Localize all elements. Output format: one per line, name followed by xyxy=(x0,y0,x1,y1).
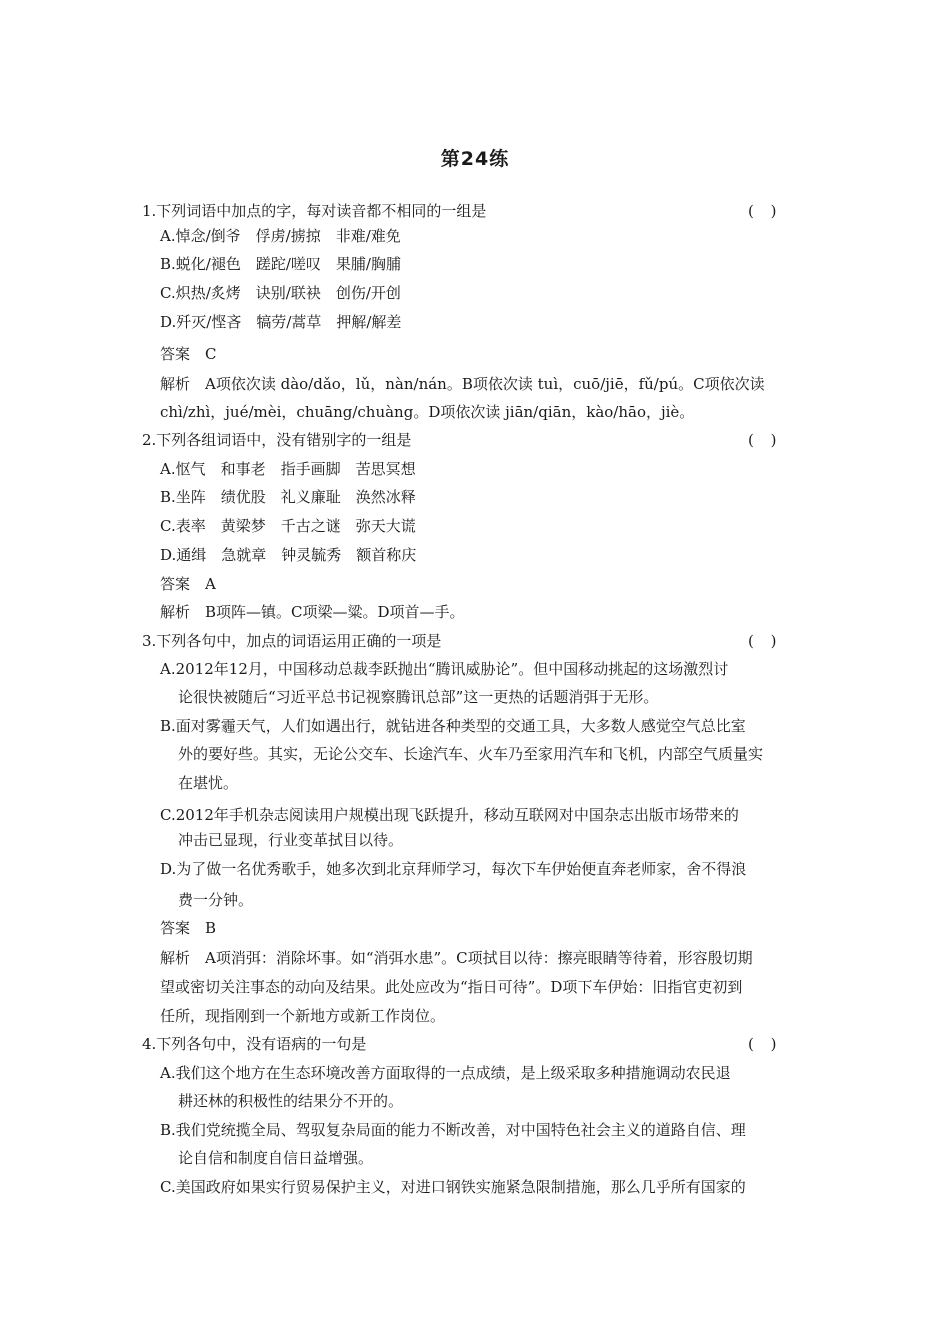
q3-answer-blank: ( ) xyxy=(748,632,783,650)
q3-analysis-line-3: 任所，现指刚到一个新地方或新工作岗位。 xyxy=(160,1007,446,1025)
q3-option-c-line-2: 冲击已显现，行业变革拭目以待。 xyxy=(178,831,404,849)
q1-analysis-line-1: 解析 A项依次读 dào/dǎo，lǔ，nàn/nán。B项依次读 tuì，cuō/jiē，fǔ/pú。C项依次读 xyxy=(160,375,765,393)
q3-stem: 3.下列各句中，加点的词语运用正确的一项是 xyxy=(142,632,442,650)
q4-stem: 4.下列各句中，没有语病的一句是 xyxy=(142,1035,367,1053)
q2-option-b: B.坐阵 绩优股 礼义廉耻 涣然冰释 xyxy=(160,488,416,506)
q3-option-d-line-1: D.为了做一名优秀歌手，她多次到北京拜师学习，每次下车伊始便直奔老师家，舍不得浪 xyxy=(160,860,747,878)
q3-option-b-line-2: 外的要好些。其实，无论公交车、长途汽车、火车乃至家用汽车和飞机，内部空气质量实 xyxy=(178,745,764,763)
q2-option-c: C.表率 黄梁梦 千古之谜 弥天大谎 xyxy=(160,517,416,535)
q4-option-b-line-1: B.我们党统揽全局、驾驭复杂局面的能力不断改善，对中国特色社会主义的道路自信、理 xyxy=(160,1121,746,1139)
q1-answer: 答案 C xyxy=(160,345,217,363)
q1-stem: 1.下列词语中加点的字，每对读音都不相同的一组是 xyxy=(142,202,487,220)
q4-answer-blank: ( ) xyxy=(748,1035,783,1053)
q3-option-b-line-3: 在堪忧。 xyxy=(178,774,239,792)
q1-analysis-line-2: chì/zhì，jué/mèi，chuāng/chuàng。D项依次读 jiān/qiān，kào/hāo，jiè。 xyxy=(160,403,695,421)
q4-option-a-line-2: 耕还林的积极性的结果分不开的。 xyxy=(178,1092,404,1110)
q4-option-c-line-1: C.美国政府如果实行贸易保护主义，对进口钢铁实施紧急限制措施，那么几乎所有国家的 xyxy=(160,1178,746,1196)
q1-option-a: A.悼念/倒爷 俘虏/掳掠 非难/难免 xyxy=(160,227,401,245)
q2-option-d: D.通缉 急就章 钟灵毓秀 额首称庆 xyxy=(160,546,417,564)
q3-answer: 答案 B xyxy=(160,919,217,937)
q3-option-c-line-1: C.2012年手机杂志阅读用户规模出现飞跃提升，移动互联网对中国杂志出版市场带来的 xyxy=(160,806,739,824)
q3-option-a-line-2: 论很快被随后“习近平总书记视察腾讯总部”这一更热的话题消弭于无形。 xyxy=(178,688,659,706)
q3-option-b-line-1: B.面对雾霾天气，人们如遇出行，就钻进各种类型的交通工具，大多数人感觉空气总比室 xyxy=(160,717,746,735)
q3-option-a-line-1: A.2012年12月，中国移动总裁李跃抛出“腾讯威胁论”。但中国移动挑起的这场激烈讨 xyxy=(160,660,729,678)
q2-answer: 答案 A xyxy=(160,575,216,593)
page-title: 第24练 xyxy=(440,148,510,170)
q2-option-a: A.怄气 和事老 指手画脚 苦思冥想 xyxy=(160,460,416,478)
q1-answer-blank: ( ) xyxy=(748,202,783,220)
q3-analysis-line-2: 望或密切关注事态的动向及结果。此处应改为“指日可待”。D项下车伊始：旧指官吏初到 xyxy=(160,978,743,996)
q1-option-b: B.蜕化/褪色 蹉跎/嗟叹 果脯/胸脯 xyxy=(160,255,401,273)
q4-option-a-line-1: A.我们这个地方在生态环境改善方面取得的一点成绩，是上级采取多种措施调动农民退 xyxy=(160,1064,731,1082)
q1-option-d: D.歼灭/悭吝 犒劳/蒿草 押解/解差 xyxy=(160,313,402,331)
q1-option-c: C.炽热/炙烤 诀别/联袂 创伤/开创 xyxy=(160,284,401,302)
q2-analysis: 解析 B项阵—镇。C项梁—粱。D项首—手。 xyxy=(160,603,465,621)
q4-option-b-line-2: 论自信和制度自信日益增强。 xyxy=(178,1149,374,1167)
q2-stem: 2.下列各组词语中，没有错别字的一组是 xyxy=(142,431,412,449)
q2-answer-blank: ( ) xyxy=(748,431,783,449)
q3-analysis-line-1: 解析 A项消弭：消除坏事。如“消弭水患”。C项拭目以待：擦亮眼睛等待着，形容殷切期 xyxy=(160,949,753,967)
q3-option-d-line-2: 费一分钟。 xyxy=(178,891,254,909)
